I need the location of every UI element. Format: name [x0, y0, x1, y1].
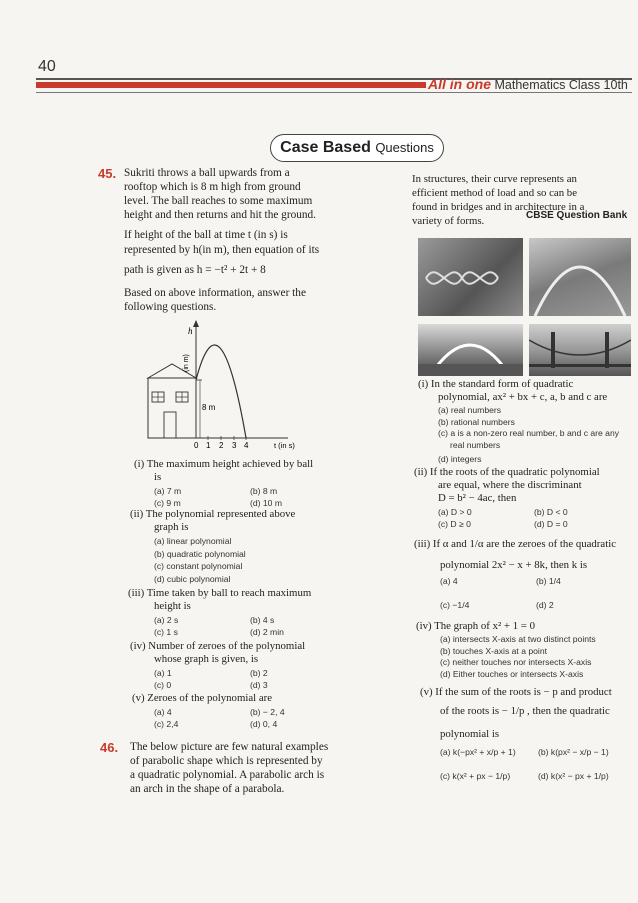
q45-equation-para: [124, 228, 354, 278]
x-tick-label: 3: [232, 441, 237, 450]
subq-num: (iii): [128, 587, 145, 599]
q45-intro: [124, 166, 354, 222]
subq-line: of the roots is − 1/p , then the quadratic: [440, 705, 610, 717]
subq-text: [414, 538, 634, 551]
q45-line: If height of the ball at time t (in s) is: [124, 229, 288, 241]
option[interactable]: (d) k(x² − px + 1/p): [538, 771, 609, 781]
section-title-rest: Questions: [375, 140, 434, 155]
option[interactable]: (d) 2 min: [250, 627, 284, 637]
q45-line: level. The ball reaches to some maximum: [124, 195, 313, 207]
option[interactable]: (a) 4: [154, 707, 172, 717]
q46-intro: [130, 740, 358, 796]
options: [130, 668, 356, 690]
q46-line: of parabolic shape which is represented by: [130, 755, 323, 767]
subq-line: is: [154, 471, 162, 483]
q45-instruction: [124, 286, 354, 314]
option[interactable]: (a) linear polynomial: [154, 536, 232, 546]
option[interactable]: (b) touches X-axis at a point: [440, 645, 547, 656]
subq-line: are equal, where the discriminant: [438, 479, 582, 491]
parabolic-arch-building-photo: [418, 324, 523, 376]
option[interactable]: (c) D ≥ 0: [438, 519, 471, 529]
subq-num: (ii): [414, 466, 428, 478]
q46-sub-iii: [414, 538, 634, 610]
option[interactable]: (c) 1 s: [154, 627, 178, 637]
q46-line: a quadratic polynomial. A parabolic arch is: [130, 769, 325, 781]
graph-x-unit: t (in s): [274, 441, 295, 450]
option[interactable]: (b) 4 s: [250, 615, 275, 625]
options: [128, 615, 356, 637]
option[interactable]: (b) 2: [250, 668, 268, 678]
q46-line: variety of forms.: [412, 215, 485, 227]
x-tick-label: 0: [194, 441, 199, 450]
subq-text: [130, 640, 356, 653]
book-subject: Mathematics Class 10th: [494, 78, 628, 92]
q45-sub-iii: [128, 587, 356, 637]
source-tag: CBSE Question Bank: [526, 210, 628, 221]
subq-text: [130, 508, 356, 521]
option[interactable]: (c) neither touches nor intersects X-axis: [440, 657, 592, 667]
options: [132, 707, 356, 729]
q45-sub-i: [134, 458, 356, 508]
subq-line: In the standard form of quadratic: [430, 378, 574, 390]
option[interactable]: (c) 2,4: [154, 719, 179, 729]
q45-line: height and then returns and hit the ground.: [124, 209, 317, 221]
subq-num: (iii): [414, 538, 431, 550]
option[interactable]: (a) real numbers: [438, 405, 502, 415]
x-tick-label: 4: [244, 441, 249, 450]
q45-line: Based on above information, answer the: [124, 287, 306, 299]
subq-line: polynomial is: [440, 728, 500, 740]
option[interactable]: (c) a is a non-zero real number, b and c are any: [438, 428, 620, 438]
graph-y-label: h: [188, 326, 193, 336]
subq-line: If the sum of the roots is − p and product: [435, 686, 612, 698]
subq-text: [418, 378, 634, 391]
option[interactable]: (c) −1/4: [440, 600, 470, 610]
option[interactable]: (a) 7 m: [154, 486, 182, 496]
option[interactable]: (c) k(x² + px − 1/p): [440, 771, 511, 781]
subq-line: graph is: [154, 521, 189, 533]
option[interactable]: (d) cubic polynomial: [154, 573, 231, 584]
q46-sub-iv: [416, 620, 634, 680]
option[interactable]: (a) k(−px² + x/p + 1): [440, 747, 516, 757]
subq-text: [420, 686, 634, 699]
subq-line: polynomial 2x² − x + 8k, then k is: [440, 559, 588, 571]
subq-num: (iv): [130, 640, 146, 652]
q46-line: In structures, their curve represents an: [412, 173, 577, 185]
q46-line: efficient method of load and so can be: [412, 187, 577, 199]
x-tick-label: 1: [206, 441, 211, 450]
options: [420, 747, 634, 781]
subq-line: The maximum height achieved by ball: [146, 458, 314, 470]
option[interactable]: (d) 10 m: [250, 498, 282, 508]
subq-num: (iv): [416, 620, 432, 632]
subq-line: height is: [154, 600, 191, 612]
option[interactable]: (a) 1: [154, 668, 172, 678]
option[interactable]: (d) 0, 4: [250, 719, 278, 729]
subq-text: [416, 620, 634, 633]
subq-line: Number of zeroes of the polynomial: [148, 640, 306, 652]
subq-line: If α and 1/α are the zeroes of the quadratic: [432, 538, 616, 550]
subq-line: The polynomial represented above: [145, 508, 296, 520]
subq-text: [128, 587, 356, 600]
option[interactable]: (b) D < 0: [534, 507, 568, 517]
options: [130, 535, 356, 585]
q46-sub-v: [420, 686, 634, 781]
q45-line: path is given as h = −t² + 2t + 8: [124, 264, 266, 276]
option[interactable]: (d) 2: [536, 600, 554, 610]
subq-line: If the roots of the quadratic polynomial: [429, 466, 600, 478]
options: [134, 486, 356, 508]
subq-num: (ii): [130, 508, 144, 520]
x-tick-label: 2: [219, 441, 224, 450]
option[interactable]: (d) D = 0: [534, 519, 568, 529]
subq-line: Zeroes of the polynomial are: [147, 692, 273, 704]
option[interactable]: (b) quadratic polynomial: [154, 548, 246, 559]
subq-line: whose graph is given, is: [154, 653, 259, 665]
header-red-band: [36, 82, 426, 88]
ball-trajectory-graph: [128, 318, 328, 452]
options: [418, 405, 634, 466]
option[interactable]: (d) integers: [438, 454, 482, 464]
option[interactable]: (c) 9 m: [154, 498, 181, 508]
option[interactable]: (b) k(px² − x/p − 1): [538, 747, 609, 757]
option[interactable]: (b) 8 m: [250, 486, 278, 496]
options: [416, 634, 634, 680]
subq-text: [132, 692, 356, 705]
q45-line: represented by h(in m), then equation of its: [124, 244, 320, 256]
option[interactable]: (a) 2 s: [154, 615, 179, 625]
option[interactable]: (c) 0: [154, 680, 172, 690]
options: [414, 576, 634, 610]
subq-line: D = b² − 4ac, then: [438, 492, 517, 504]
option[interactable]: (c) constant polynomial: [154, 561, 243, 571]
option[interactable]: (b) 1/4: [536, 576, 561, 586]
q46-line: found in bridges and in architecture in a: [412, 201, 585, 213]
option[interactable]: (a) 4: [440, 576, 458, 586]
subq-text: [134, 458, 356, 471]
option[interactable]: (b) rational numbers: [438, 416, 515, 427]
subq-line: Time taken by ball to reach maximum: [146, 587, 312, 599]
brand-logo: All in one: [428, 76, 491, 92]
graph-y-unit: (in m): [183, 354, 190, 372]
parabolic-tunnel-photo: [529, 238, 631, 316]
page-number: 40: [38, 58, 56, 75]
graph-height-label: 8 m: [202, 403, 216, 412]
q45-sub-iv: [130, 640, 356, 690]
q46-line: The below picture are few natural examples: [130, 741, 329, 753]
subq-line: polynomial, ax² + bx + c, a, b and c are: [438, 391, 608, 403]
options: [414, 507, 634, 529]
subq-num: (v): [132, 692, 145, 704]
q45-line: following questions.: [124, 301, 217, 313]
subq-num: (i): [134, 458, 145, 470]
suspension-bridge-photo: [529, 324, 631, 376]
book-brand: [428, 76, 628, 92]
q45-sub-ii: [130, 508, 356, 585]
section-title: [270, 134, 444, 162]
q46-sub-i: [418, 378, 634, 466]
subq-line: The graph of x² + 1 = 0: [434, 620, 535, 632]
option[interactable]: (a) D > 0: [438, 507, 472, 517]
q45-line: Sukriti throws a ball upwards from a: [124, 167, 290, 179]
subq-text: [414, 466, 634, 479]
subq-num: (i): [418, 378, 429, 390]
option-continued: real numbers: [450, 439, 501, 450]
q45-line: rooftop which is 8 m high from ground: [124, 181, 301, 193]
option[interactable]: (a) intersects X-axis at two distinct points: [440, 634, 596, 644]
option[interactable]: (d) 3: [250, 680, 268, 690]
question-number-46: 46.: [100, 740, 119, 755]
q46-sub-ii: [414, 466, 634, 529]
q45-sub-v: [132, 692, 356, 729]
subq-num: (v): [420, 686, 433, 698]
q46-line: an arch in the shape of a parabola.: [130, 783, 285, 795]
header-rule-lower: [36, 92, 632, 93]
question-number-45: 45.: [98, 166, 117, 181]
parabolic-structure-photo: [418, 238, 523, 316]
option[interactable]: (d) Either touches or intersects X-axis: [440, 668, 584, 679]
option[interactable]: (b) − 2, 4: [250, 707, 285, 717]
section-title-bold: Case Based: [280, 139, 371, 156]
